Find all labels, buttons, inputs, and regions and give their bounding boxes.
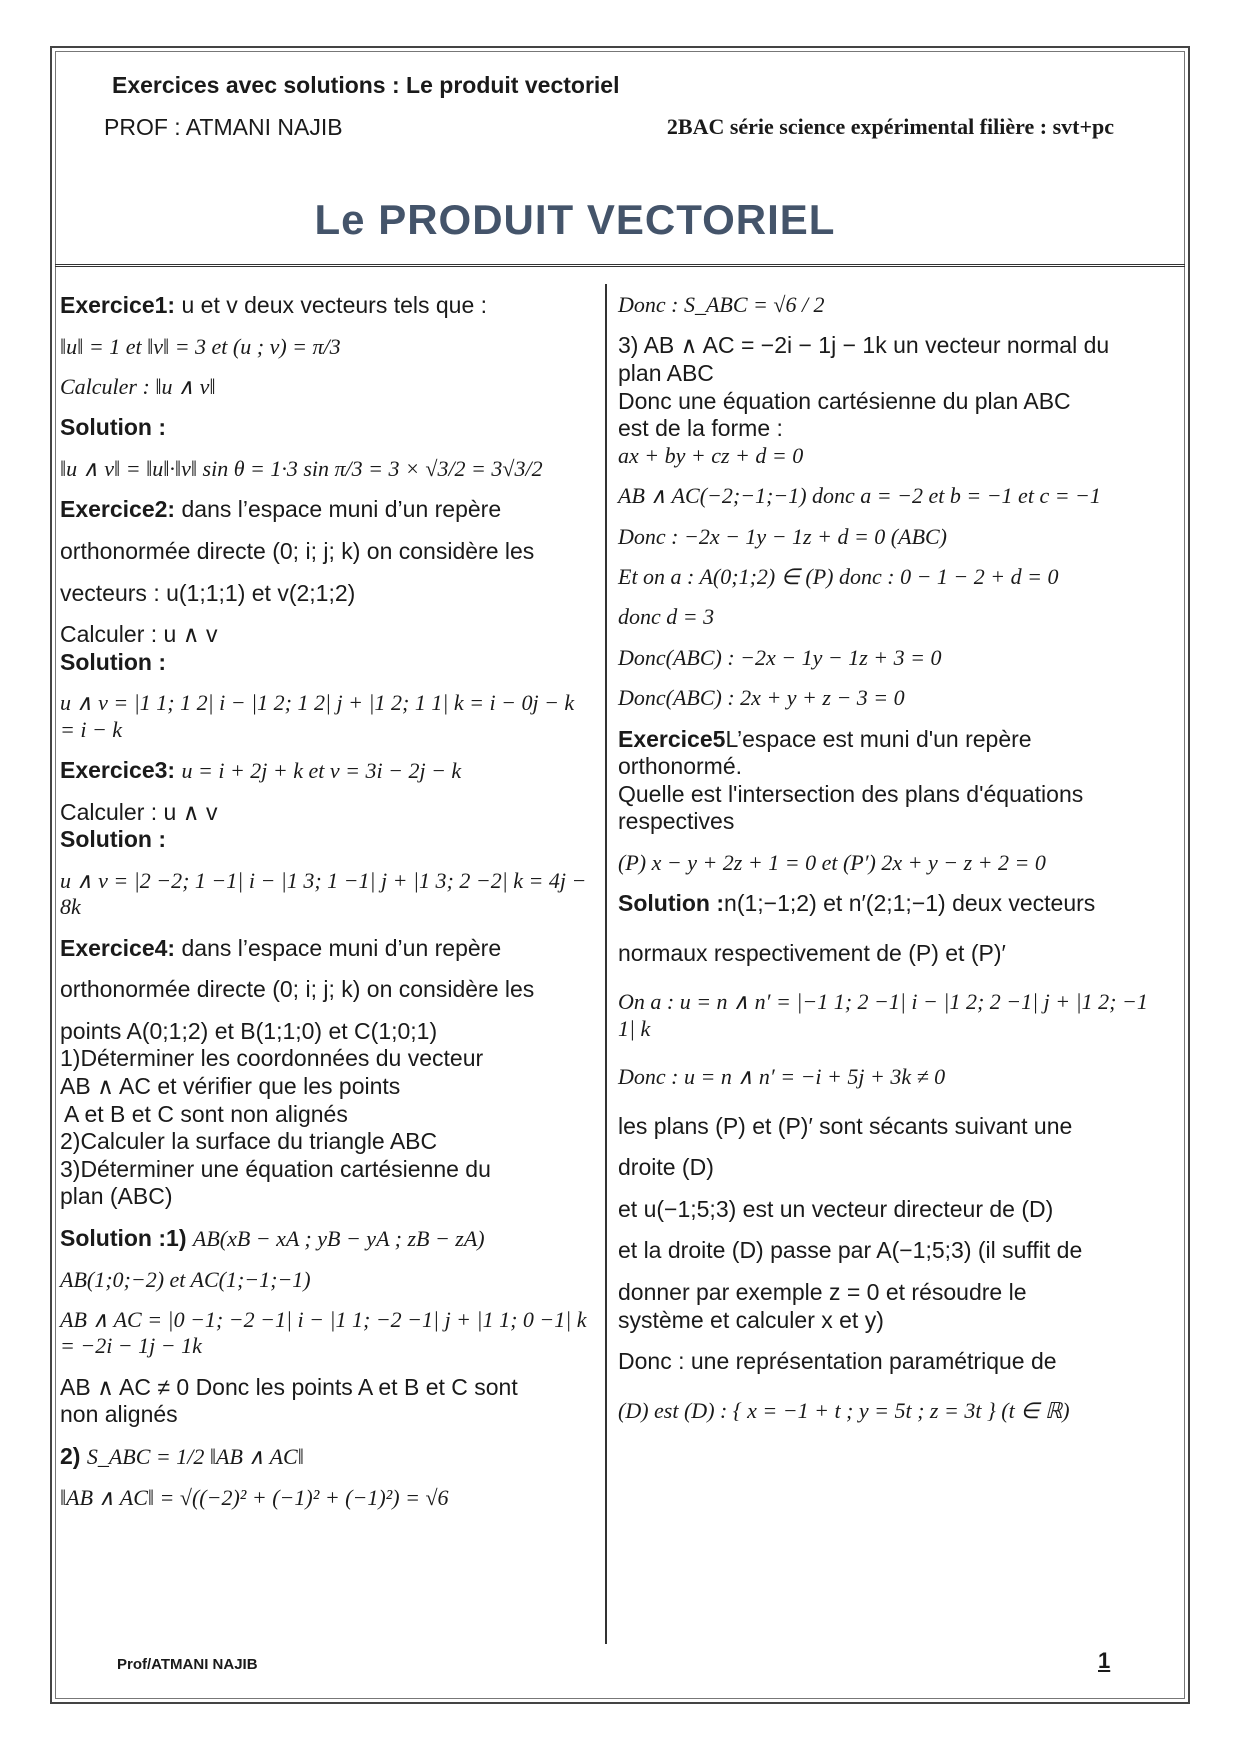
solution-4-surface: S_ABC = 1/2 ‖AB ∧ AC‖ [86,1443,304,1469]
solution-5-heading: Solution : [618,890,725,917]
solution-5-normals-2: normaux respectivement de (P) et (P)′ [618,939,1006,966]
exercise-3-question: Calculer : u ∧ v [60,798,218,825]
solution-5-param-intro: Donc : une représentation paramétrique de [618,1348,1057,1375]
class-level: 2BAC série science expérimental filière : svt+pc [666,114,1114,139]
exercise-5-planes: (P) x − y + 2z + 1 = 0 et (P′) 2x + y − z + 2 = 0 [618,849,1046,875]
exercise-5-heading: Exercice5 [618,725,726,752]
solution-4-non-aligned-2: non alignés [60,1401,178,1428]
exercise-2-line-3: vecteurs : u(1;1;1) et v(2;1;2) [60,579,356,606]
teacher-name: PROF : ATMANI NAJIB [104,114,343,140]
normal-vector-plane: plan ABC [618,359,714,386]
cartesian-intro: Donc une équation cartésienne du plan ABC [618,387,1071,414]
exercise-4-q1-line-3: A et B et C sont non alignés [64,1100,348,1127]
exercise-5-question-2: respectives [618,808,735,835]
plane-equation-2: Donc(ABC) : 2x + y + z − 3 = 0 [618,685,905,711]
solution-2-heading: Solution : [60,648,167,675]
solution-1-formula: ‖u ∧ v‖ = ‖u‖·‖v‖ sin θ = 1·3 sin π/3 = 3 × √3/2 = 3√3/2 [60,455,543,481]
solution-5-normals: n(1;−1;2) et n′(2;1;−1) deux vecteurs [724,890,1096,917]
solution-5-hint-2: système et calculer x et y) [618,1306,884,1333]
exercise-4-q2: 2)Calculer la surface du triangle ABC [60,1128,438,1155]
solution-5-result: Donc : u = n ∧ n′ = −i + 5j + 3k ≠ 0 [618,1064,946,1090]
solution-4-part-2: 2) [60,1442,81,1469]
solution-4-non-aligned: AB ∧ AC ≠ 0 Donc les points A et B et C sont [60,1373,518,1400]
exercise-4-heading: Exercice4: [60,934,176,961]
exercise-2-line-2: orthonormée directe (0; i; j; k) on considère les [60,537,535,564]
solution-3-heading: Solution : [60,826,167,853]
point-substitution: Et on a : A(0;1;2) ∈ (P) donc : 0 − 1 − 2 + d = 0 [618,563,1059,589]
exercise-5-line-2: orthonormé. [618,753,743,780]
exercise-1-heading: Exercice1: [60,292,176,318]
solution-4-ab-ac: AB(1;0;−2) et AC(1;−1;−1) [60,1266,311,1292]
solution-5-hint: donner par exemple z = 0 et résoudre le [618,1279,1027,1305]
exercise-1-data: ‖u‖ = 1 et ‖v‖ = 3 et (u ; v) = π/3 [60,333,341,359]
exercise-5-text: L’espace est muni d'un repère [725,725,1032,752]
d-value: donc d = 3 [618,604,715,630]
solution-4-heading: Solution :1) [60,1225,187,1252]
exercise-4-q3-line-2: plan (ABC) [60,1183,173,1210]
exercise-3-heading: Exercice3: [60,757,176,784]
normal-vector-line: 3) AB ∧ AC = −2i − 1j − 1k un vecteur normal du [618,332,1110,359]
column-divider [605,284,607,1644]
exercise-4-line-2: orthonormée directe (0; i; j; k) on considère les [60,976,535,1003]
exercise-4-text: dans l’espace muni d’un repère [181,934,502,961]
document-subtitle: Exercices avec solutions : Le produit vectoriel [112,72,620,98]
right-column [618,292,1163,1424]
exercise-2-heading: Exercice2: [60,496,176,523]
solution-5-cross: On a : u = n ∧ n′ = |−1 1; 2 −1| i − |1 2; 2 −1| j + |1 2; −1 1| k [618,989,1148,1041]
solution-2-formula: u ∧ v = |1 1; 1 2| i − |1 2; 1 2| j + |1 2; 1 1| k = i − 0j − k = i − k [60,690,575,742]
solution-4-cross-product: AB ∧ AC = |0 −1; −2 −1| i − |1 1; −2 −1| j + |1 1; 0 −1| k = −2i − 1j − 1k [60,1307,587,1359]
solution-3-formula: u ∧ v = |2 −2; 1 −1| i − |1 3; 1 −1| j + |1 3; 2 −2| k = 4j − 8k [60,867,587,920]
surface-result: Donc : S_ABC = √6 / 2 [618,292,825,317]
cartesian-form-intro: est de la forme : [618,415,783,442]
left-column [60,292,590,1511]
exercise-4-q1: 1)Déterminer les coordonnées du vecteur [60,1045,484,1072]
cartesian-general: ax + by + cz + d = 0 [618,442,804,468]
footer-author: Prof/ATMANI NAJIB [117,1656,258,1673]
solution-5-line-d: droite (D) [618,1154,714,1181]
exercise-1-text: u et v deux vecteurs tels que : [181,292,488,318]
solution-1-heading: Solution : [60,414,167,441]
exercise-1-question: Calculer : ‖u ∧ v‖ [60,373,216,399]
exercise-4-q3: 3)Déterminer une équation cartésienne du [60,1155,491,1182]
exercise-3-vectors: u = i + 2j + k et v = 3i − 2j − k [181,758,462,784]
page-number: 1 [1098,1648,1111,1673]
equation-with-d: Donc : −2x − 1y − 1z + d = 0 (ABC) [618,523,948,549]
exercise-4-points: points A(0;1;2) et B(1;1;0) et C(1;0;1) [60,1017,438,1044]
exercise-2-text: dans l’espace muni d’un repère [181,496,502,523]
exercise-4-q1-line-2: AB ∧ AC et vérifier que les points [60,1073,401,1100]
exercise-5-question: Quelle est l'intersection des plans d'équations [618,780,1084,807]
solution-5-secant: les plans (P) et (P)′ sont sécants suivant une [618,1112,1073,1139]
solution-4-norm: ‖AB ∧ AC‖ = √((−2)² + (−1)² + (−1)²) = √6 [60,1484,449,1510]
page-title: Le PRODUIT VECTORIEL [314,196,836,243]
solution-5-parametric: (D) est (D) : { x = −1 + t ; y = 5t ; z = 3t } (t ∈ ℝ) [618,1397,1070,1423]
exercise-2-question: Calculer : u ∧ v [60,621,218,648]
plane-equation-1: Donc(ABC) : −2x − 1y − 1z + 3 = 0 [618,644,942,670]
solution-5-point: et la droite (D) passe par A(−1;5;3) (il suffit de [618,1237,1083,1264]
coefficients: AB ∧ AC(−2;−1;−1) donc a = −2 et b = −1 et c = −1 [618,483,1101,509]
solution-5-direction: et u(−1;5;3) est un vecteur directeur de (D) [618,1195,1054,1222]
solution-4-ab-formula: AB(xB − xA ; yB − yA ; zB − zA) [192,1226,485,1252]
